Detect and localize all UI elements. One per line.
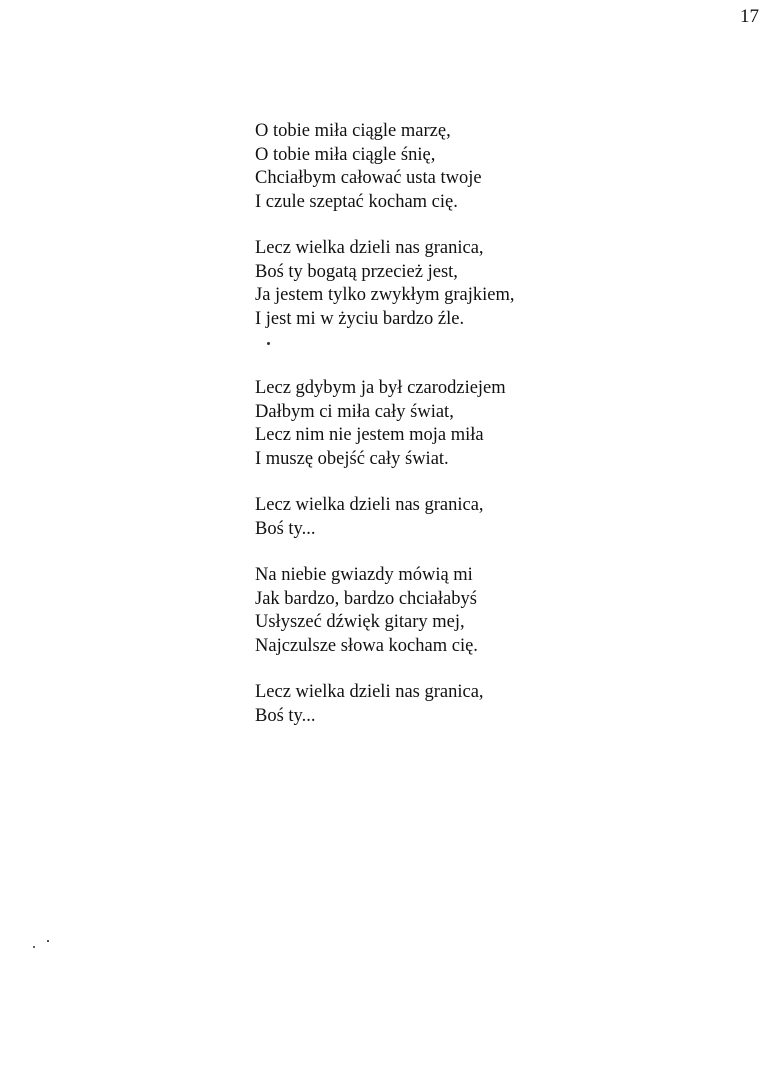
stanza-3 <box>255 377 655 471</box>
stanza-5 <box>255 564 655 658</box>
poem-line: O tobie miła ciągle marzę, <box>255 121 451 141</box>
poem-line: Ja jestem tylko zwykłym grajkiem, <box>255 285 515 305</box>
poem-line: Lecz gdybym ja był czarodziejem <box>255 378 506 398</box>
poem-line: Chciałbym całować usta twoje <box>255 168 482 188</box>
poem-line: I muszę obejść cały świat. <box>255 448 449 469</box>
scan-speck <box>33 946 35 948</box>
poem-line: O tobie miła ciągle śnię, <box>255 144 436 165</box>
poem-line: Lecz wielka dzieli nas granica, <box>255 238 484 258</box>
poem <box>255 120 655 728</box>
stanza-2 <box>255 237 655 331</box>
poem-line: Na niebie gwiazdy mówią mi <box>255 565 473 585</box>
poem-line: Boś ty... <box>255 518 316 539</box>
poem-line: Jak bardzo, bardzo chciałabyś <box>255 588 477 609</box>
poem-line: Lecz wielka dzieli nas granica, <box>255 495 484 515</box>
poem-line: Boś ty... <box>255 705 316 726</box>
poem-line: Boś ty bogatą przecież jest, <box>255 261 458 282</box>
stanza-1 <box>255 120 655 214</box>
scan-speck <box>47 940 49 942</box>
poem-line: I czule szeptać kocham cię. <box>255 191 458 212</box>
stanza-6 <box>255 681 655 728</box>
stanza-4 <box>255 494 655 541</box>
poem-line: Usłyszeć dźwięk gitary mej, <box>255 612 465 632</box>
poem-line: Lecz wielka dzieli nas granica, <box>255 682 484 702</box>
scan-speck <box>267 342 270 345</box>
poem-line: Dałbym ci miła cały świat, <box>255 401 454 422</box>
poem-line: Lecz nim nie jestem moja miła <box>255 425 484 445</box>
page-number: 17 <box>740 6 759 27</box>
poem-line: Najczulsze słowa kocham cię. <box>255 635 478 656</box>
poem-line: I jest mi w życiu bardzo źle. <box>255 308 465 329</box>
